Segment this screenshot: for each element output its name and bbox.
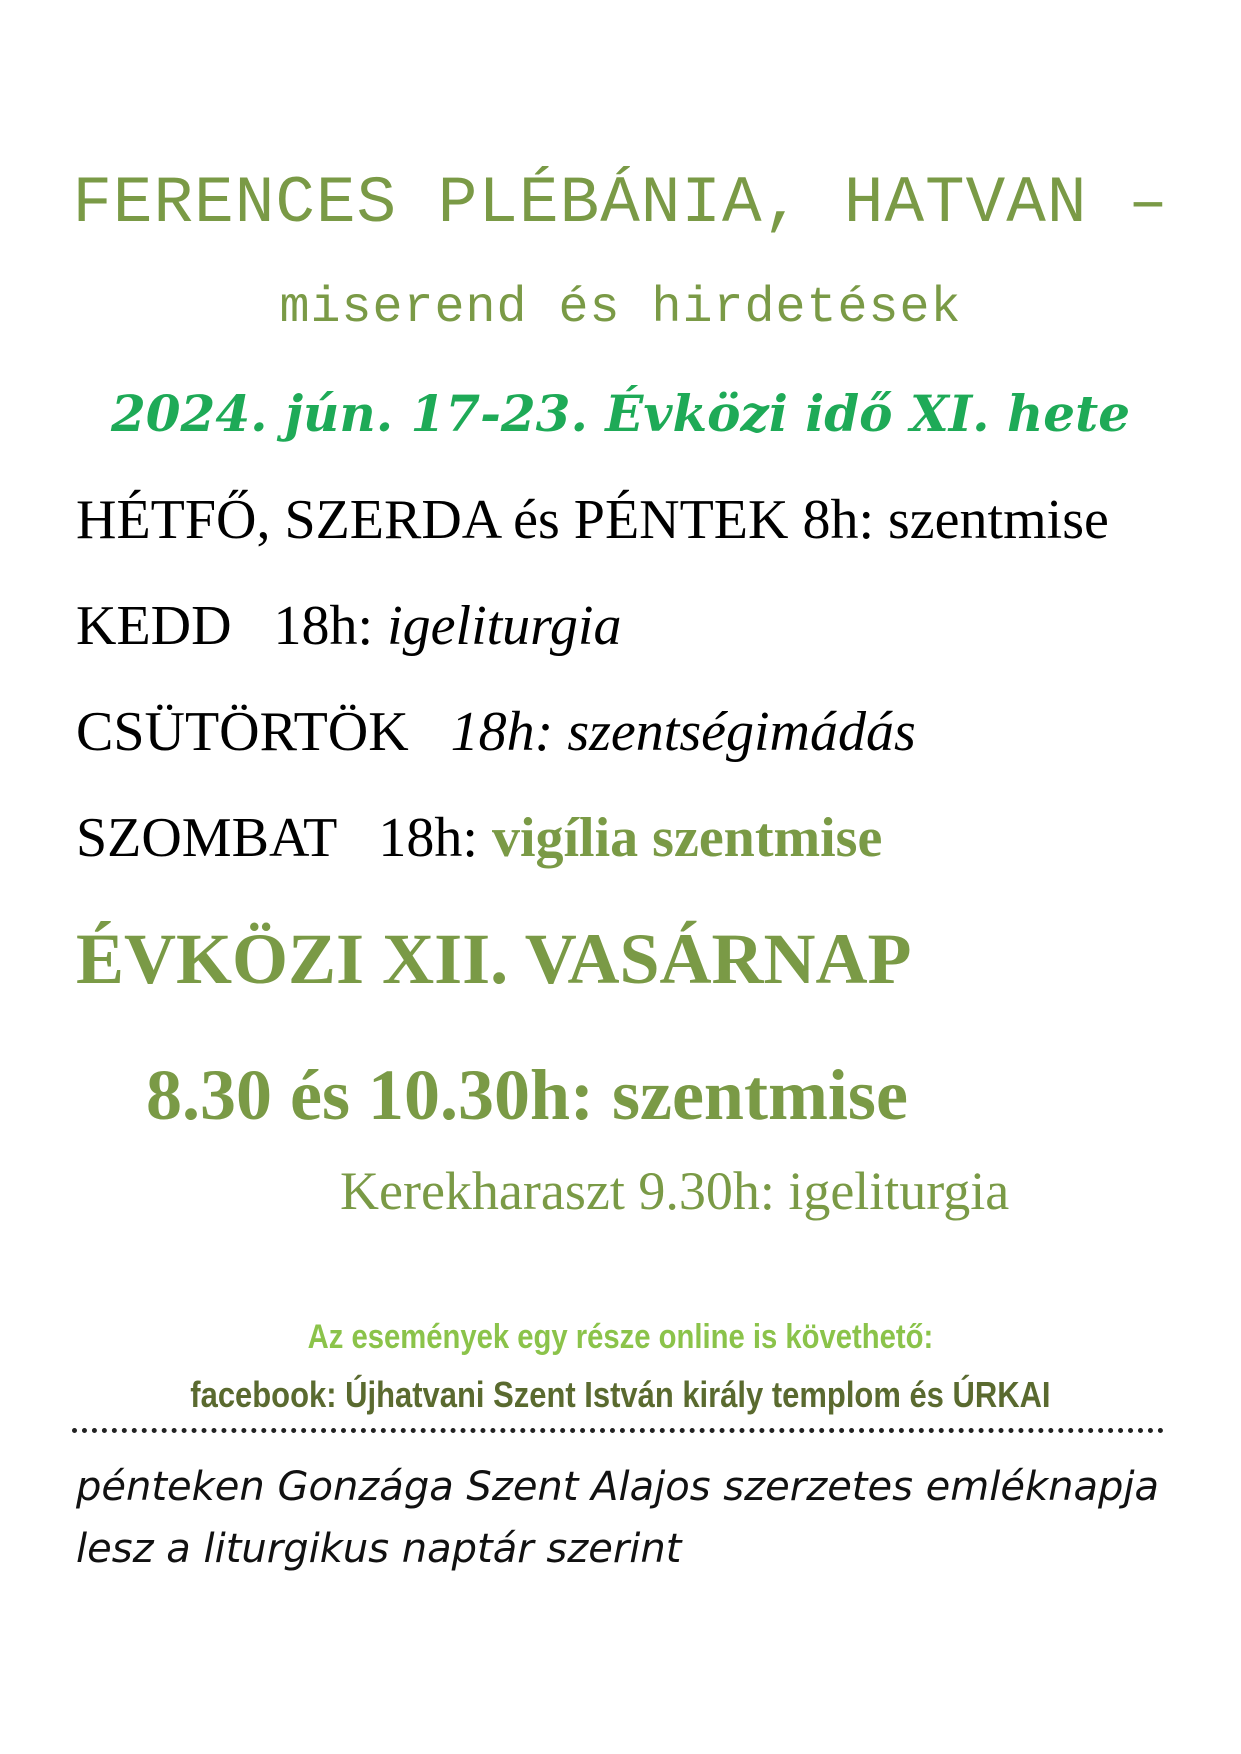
- schedule-time: 18h:: [273, 595, 374, 657]
- online-notice: Az események egy része online is követhető:: [307, 1318, 934, 1356]
- schedule-time: 18h:: [378, 807, 478, 869]
- schedule-day: KEDD: [76, 595, 232, 657]
- schedule-time: 8h:: [802, 489, 875, 551]
- schedule-time: 18h:: [450, 701, 554, 763]
- week-heading: 2024. jún. 17-23. Évközi idő XI. hete: [110, 384, 1131, 443]
- schedule-row-thursday: [76, 700, 916, 764]
- schedule-event: szentségimádás: [567, 701, 916, 763]
- feast-note-line-2: lesz a liturgikus naptár szerint: [76, 1526, 682, 1572]
- feast-note-line-1: pénteken Gonzága Szent Alajos szerzetes emléknapja: [76, 1464, 1159, 1510]
- schedule-day: HÉTFŐ, SZERDA és PÉNTEK: [76, 489, 789, 551]
- schedule-event: szentmise: [888, 489, 1109, 551]
- sunday-masses: 8.30 és 10.30h: szentmise: [146, 1055, 908, 1135]
- page-title: FERENCES PLÉBÁNIA, HATVAN –: [72, 166, 1169, 241]
- dotted-divider: [72, 1428, 1164, 1433]
- schedule-event: vigília szentmise: [491, 807, 883, 869]
- schedule-day: SZOMBAT: [76, 807, 337, 869]
- page-subtitle: miserend és hirdetések: [279, 280, 962, 337]
- sunday-title: ÉVKÖZI XII. VASÁRNAP: [76, 919, 912, 999]
- feast-note: [76, 1456, 1196, 1580]
- schedule-day: CSÜTÖRTÖK: [76, 701, 409, 763]
- schedule-row-tuesday: [76, 594, 621, 658]
- schedule-row-saturday: [76, 806, 882, 870]
- schedule-row-weekdays: [76, 488, 1109, 552]
- facebook-info: facebook: Újhatvani Szent István király templom és ÚRKAI: [190, 1374, 1051, 1415]
- schedule-event: igeliturgia: [387, 595, 622, 657]
- kerekharaszt-service: Kerekharaszt 9.30h: igeliturgia: [340, 1161, 1010, 1221]
